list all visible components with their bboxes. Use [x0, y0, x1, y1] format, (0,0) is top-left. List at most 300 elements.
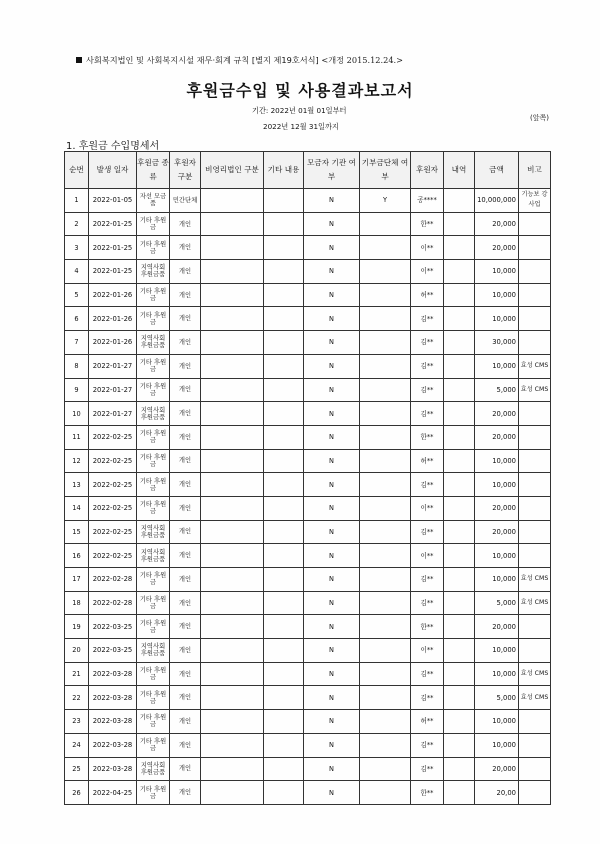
fundraising-agency-flag-cell: N — [304, 710, 360, 734]
donation-org-flag-cell — [360, 544, 411, 568]
period-end: 2022년 12월 31일까지 — [263, 122, 339, 131]
remark-cell: 효성 CMS — [519, 662, 551, 686]
table-row — [65, 710, 551, 734]
donor-category-cell: 개인 — [170, 354, 201, 378]
fundraising-agency-flag-cell: N — [304, 520, 360, 544]
occurrence-date-cell: 2022-01-25 — [89, 236, 137, 260]
remark-cell — [519, 710, 551, 734]
amount-cell: 5,000 — [475, 378, 519, 402]
remark-cell: 효성 CMS — [519, 568, 551, 592]
remark-cell — [519, 402, 551, 426]
table-row — [65, 662, 551, 686]
occurrence-date-cell: 2022-03-28 — [89, 757, 137, 781]
amount-cell: 10,000 — [475, 260, 519, 284]
donation-type-cell: 기타 후원금 — [137, 781, 170, 805]
detail-cell — [444, 520, 475, 544]
table-row — [65, 520, 551, 544]
nonprofit-category-cell — [201, 425, 264, 449]
column-header: 후원자 구분 — [170, 152, 201, 189]
etc-content-cell — [264, 544, 304, 568]
donation-org-flag-cell — [360, 236, 411, 260]
fundraising-agency-flag-cell: N — [304, 733, 360, 757]
table-row — [65, 283, 551, 307]
nonprofit-category-cell — [201, 449, 264, 473]
occurrence-date-cell: 2022-02-25 — [89, 473, 137, 497]
donor-category-cell: 개인 — [170, 686, 201, 710]
row-number-cell: 5 — [65, 283, 89, 307]
amount-cell: 10,000 — [475, 544, 519, 568]
amount-cell: 20,000 — [475, 402, 519, 426]
regulation-header — [76, 55, 403, 66]
detail-cell — [444, 757, 475, 781]
nonprofit-category-cell — [201, 639, 264, 663]
fundraising-agency-flag-cell: N — [304, 402, 360, 426]
amount-cell: 5,000 — [475, 686, 519, 710]
donation-type-cell: 기타 후원금 — [137, 425, 170, 449]
donor-name-cell: 김** — [411, 378, 444, 402]
amount-cell: 20,000 — [475, 496, 519, 520]
donor-name-cell: 한** — [411, 212, 444, 236]
donor-category-cell: 개인 — [170, 496, 201, 520]
row-number-cell: 16 — [65, 544, 89, 568]
donation-income-table — [64, 151, 551, 805]
detail-cell — [444, 662, 475, 686]
fundraising-agency-flag-cell: N — [304, 615, 360, 639]
remark-cell — [519, 615, 551, 639]
donation-type-cell: 기타 후원금 — [137, 662, 170, 686]
donor-name-cell: 김** — [411, 307, 444, 331]
table-row — [65, 212, 551, 236]
occurrence-date-cell: 2022-01-26 — [89, 331, 137, 355]
column-header: 비영리법인 구분 — [201, 152, 264, 189]
donation-type-cell: 기타 후원금 — [137, 686, 170, 710]
donation-org-flag-cell — [360, 449, 411, 473]
regulation-text: 사회복지법인 및 사회복지시설 재무·회계 규칙 [별지 제19호서식] — [86, 55, 319, 65]
donation-org-flag-cell — [360, 425, 411, 449]
donor-category-cell: 개인 — [170, 260, 201, 284]
row-number-cell: 2 — [65, 212, 89, 236]
remark-cell — [519, 307, 551, 331]
fundraising-agency-flag-cell: N — [304, 212, 360, 236]
occurrence-date-cell: 2022-04-25 — [89, 781, 137, 805]
occurrence-date-cell: 2022-01-25 — [89, 260, 137, 284]
remark-cell — [519, 331, 551, 355]
fundraising-agency-flag-cell: N — [304, 781, 360, 805]
remark-cell: 효성 CMS — [519, 686, 551, 710]
table-row — [65, 591, 551, 615]
detail-cell — [444, 591, 475, 615]
remark-cell — [519, 283, 551, 307]
donor-name-cell: 김** — [411, 354, 444, 378]
etc-content-cell — [264, 189, 304, 213]
donation-type-cell: 기타 후원금 — [137, 615, 170, 639]
detail-cell — [444, 496, 475, 520]
donation-org-flag-cell — [360, 402, 411, 426]
donation-type-cell: 자선 모금품 — [137, 189, 170, 213]
donor-category-cell: 개인 — [170, 568, 201, 592]
donation-org-flag-cell — [360, 639, 411, 663]
occurrence-date-cell: 2022-01-27 — [89, 354, 137, 378]
donation-org-flag-cell — [360, 568, 411, 592]
etc-content-cell — [264, 378, 304, 402]
donation-type-cell: 지역사회 후원금품 — [137, 757, 170, 781]
nonprofit-category-cell — [201, 615, 264, 639]
row-number-cell: 14 — [65, 496, 89, 520]
row-number-cell: 17 — [65, 568, 89, 592]
occurrence-date-cell: 2022-02-25 — [89, 520, 137, 544]
table-row — [65, 331, 551, 355]
fundraising-agency-flag-cell: N — [304, 568, 360, 592]
remark-cell: 기능보 강사업 — [519, 189, 551, 213]
column-header: 발생 일자 — [89, 152, 137, 189]
amount-cell: 10,000 — [475, 662, 519, 686]
donor-category-cell: 개인 — [170, 757, 201, 781]
donation-org-flag-cell — [360, 686, 411, 710]
donation-org-flag-cell — [360, 520, 411, 544]
etc-content-cell — [264, 236, 304, 260]
table-row — [65, 189, 551, 213]
donation-org-flag-cell — [360, 260, 411, 284]
remark-cell — [519, 781, 551, 805]
nonprofit-category-cell — [201, 331, 264, 355]
occurrence-date-cell: 2022-03-28 — [89, 686, 137, 710]
detail-cell — [444, 733, 475, 757]
donation-org-flag-cell — [360, 496, 411, 520]
table-row — [65, 733, 551, 757]
donor-category-cell: 개인 — [170, 520, 201, 544]
table-row — [65, 402, 551, 426]
row-number-cell: 26 — [65, 781, 89, 805]
table-row — [65, 544, 551, 568]
donation-type-cell: 기타 후원금 — [137, 733, 170, 757]
occurrence-date-cell: 2022-02-28 — [89, 568, 137, 592]
detail-cell — [444, 449, 475, 473]
donor-category-cell: 개인 — [170, 212, 201, 236]
donor-name-cell: 김** — [411, 520, 444, 544]
amount-cell: 20,00 — [475, 781, 519, 805]
etc-content-cell — [264, 733, 304, 757]
remark-cell — [519, 473, 551, 497]
row-number-cell: 4 — [65, 260, 89, 284]
column-header: 순번 — [65, 152, 89, 189]
amount-cell: 10,000 — [475, 283, 519, 307]
table-row — [65, 307, 551, 331]
donation-type-cell: 기타 후원금 — [137, 378, 170, 402]
fundraising-agency-flag-cell: N — [304, 449, 360, 473]
donor-name-cell: 이** — [411, 236, 444, 260]
detail-cell — [444, 331, 475, 355]
amount-cell: 10,000 — [475, 639, 519, 663]
donation-type-cell: 기타 후원금 — [137, 283, 170, 307]
donor-name-cell: 김** — [411, 733, 444, 757]
etc-content-cell — [264, 354, 304, 378]
nonprofit-category-cell — [201, 662, 264, 686]
table-row — [65, 615, 551, 639]
amount-cell: 20,000 — [475, 615, 519, 639]
donor-category-cell: 개인 — [170, 781, 201, 805]
donation-org-flag-cell — [360, 354, 411, 378]
row-number-cell: 25 — [65, 757, 89, 781]
section-title: 1. 후원금 수입명세서 — [66, 141, 160, 152]
etc-content-cell — [264, 449, 304, 473]
detail-cell — [444, 402, 475, 426]
fundraising-agency-flag-cell: N — [304, 686, 360, 710]
fundraising-agency-flag-cell: N — [304, 662, 360, 686]
nonprofit-category-cell — [201, 520, 264, 544]
fundraising-agency-flag-cell: N — [304, 591, 360, 615]
donation-org-flag-cell — [360, 733, 411, 757]
nonprofit-category-cell — [201, 212, 264, 236]
detail-cell — [444, 615, 475, 639]
detail-cell — [444, 307, 475, 331]
detail-cell — [444, 189, 475, 213]
column-header: 비고 — [519, 152, 551, 189]
etc-content-cell — [264, 212, 304, 236]
donor-category-cell: 개인 — [170, 331, 201, 355]
occurrence-date-cell: 2022-01-27 — [89, 402, 137, 426]
donor-name-cell: 이** — [411, 639, 444, 663]
donation-org-flag-cell — [360, 662, 411, 686]
table-row — [65, 781, 551, 805]
detail-cell — [444, 639, 475, 663]
detail-cell — [444, 378, 475, 402]
remark-cell — [519, 260, 551, 284]
table-row — [65, 260, 551, 284]
donor-category-cell: 개인 — [170, 449, 201, 473]
amount-cell: 10,000 — [475, 307, 519, 331]
donation-type-cell: 지역사회 후원금품 — [137, 402, 170, 426]
column-header: 금액 — [475, 152, 519, 189]
detail-cell — [444, 473, 475, 497]
etc-content-cell — [264, 520, 304, 544]
donor-category-cell: 개인 — [170, 283, 201, 307]
donation-org-flag-cell — [360, 781, 411, 805]
amount-cell: 10,000 — [475, 733, 519, 757]
donation-type-cell: 기타 후원금 — [137, 473, 170, 497]
occurrence-date-cell: 2022-01-05 — [89, 189, 137, 213]
fundraising-agency-flag-cell: N — [304, 189, 360, 213]
nonprofit-category-cell — [201, 236, 264, 260]
fundraising-agency-flag-cell: N — [304, 236, 360, 260]
etc-content-cell — [264, 639, 304, 663]
etc-content-cell — [264, 425, 304, 449]
fundraising-agency-flag-cell: N — [304, 283, 360, 307]
table-row — [65, 378, 551, 402]
detail-cell — [444, 425, 475, 449]
nonprofit-category-cell — [201, 591, 264, 615]
donation-type-cell: 기타 후원금 — [137, 307, 170, 331]
detail-cell — [444, 283, 475, 307]
detail-cell — [444, 781, 475, 805]
donor-category-cell: 개인 — [170, 710, 201, 734]
etc-content-cell — [264, 283, 304, 307]
donor-name-cell: 김** — [411, 473, 444, 497]
donation-type-cell: 지역사회 후원금품 — [137, 260, 170, 284]
donation-type-cell: 기타 후원금 — [137, 591, 170, 615]
occurrence-date-cell: 2022-03-28 — [89, 733, 137, 757]
column-header: 기부금단체 여부 — [360, 152, 411, 189]
amount-cell: 10,000 — [475, 354, 519, 378]
detail-cell — [444, 686, 475, 710]
table-row — [65, 496, 551, 520]
etc-content-cell — [264, 473, 304, 497]
etc-content-cell — [264, 615, 304, 639]
amount-cell: 20,000 — [475, 757, 519, 781]
column-header: 후원자 — [411, 152, 444, 189]
donor-category-cell: 개인 — [170, 236, 201, 260]
etc-content-cell — [264, 710, 304, 734]
detail-cell — [444, 236, 475, 260]
table-body — [65, 189, 551, 805]
donation-org-flag-cell — [360, 710, 411, 734]
column-header: 내역 — [444, 152, 475, 189]
nonprofit-category-cell — [201, 710, 264, 734]
remark-cell: 효성 CMS — [519, 378, 551, 402]
donor-name-cell: 이** — [411, 260, 444, 284]
detail-cell — [444, 544, 475, 568]
nonprofit-category-cell — [201, 757, 264, 781]
occurrence-date-cell: 2022-03-28 — [89, 662, 137, 686]
remark-cell: 효성 CMS — [519, 591, 551, 615]
remark-cell — [519, 425, 551, 449]
donation-type-cell: 기타 후원금 — [137, 212, 170, 236]
fundraising-agency-flag-cell: N — [304, 260, 360, 284]
row-number-cell: 8 — [65, 354, 89, 378]
donation-type-cell: 기타 후원금 — [137, 354, 170, 378]
row-number-cell: 20 — [65, 639, 89, 663]
nonprofit-category-cell — [201, 496, 264, 520]
donation-type-cell: 지역사회 후원금품 — [137, 544, 170, 568]
etc-content-cell — [264, 591, 304, 615]
nonprofit-category-cell — [201, 544, 264, 568]
row-number-cell: 18 — [65, 591, 89, 615]
donation-type-cell: 기타 후원금 — [137, 496, 170, 520]
donation-type-cell: 기타 후원금 — [137, 568, 170, 592]
donor-name-cell: 김** — [411, 591, 444, 615]
nonprofit-category-cell — [201, 378, 264, 402]
period-label: 기간: — [252, 106, 269, 115]
donor-category-cell: 개인 — [170, 733, 201, 757]
row-number-cell: 23 — [65, 710, 89, 734]
row-number-cell: 10 — [65, 402, 89, 426]
row-number-cell: 13 — [65, 473, 89, 497]
donation-org-flag-cell — [360, 212, 411, 236]
nonprofit-category-cell — [201, 189, 264, 213]
occurrence-date-cell: 2022-01-25 — [89, 212, 137, 236]
amount-cell: 5,000 — [475, 591, 519, 615]
nonprofit-category-cell — [201, 473, 264, 497]
row-number-cell: 24 — [65, 733, 89, 757]
donor-name-cell: 이** — [411, 544, 444, 568]
detail-cell — [444, 212, 475, 236]
row-number-cell: 9 — [65, 378, 89, 402]
fundraising-agency-flag-cell: N — [304, 378, 360, 402]
occurrence-date-cell: 2022-02-25 — [89, 496, 137, 520]
occurrence-date-cell: 2022-01-26 — [89, 283, 137, 307]
row-number-cell: 21 — [65, 662, 89, 686]
donation-org-flag-cell — [360, 757, 411, 781]
donor-name-cell: 허** — [411, 710, 444, 734]
donation-org-flag-cell: Y — [360, 189, 411, 213]
remark-cell — [519, 236, 551, 260]
row-number-cell: 6 — [65, 307, 89, 331]
fundraising-agency-flag-cell: N — [304, 331, 360, 355]
donor-category-cell: 개인 — [170, 615, 201, 639]
etc-content-cell — [264, 757, 304, 781]
donor-category-cell: 개인 — [170, 473, 201, 497]
remark-cell — [519, 212, 551, 236]
etc-content-cell — [264, 662, 304, 686]
donor-category-cell: 개인 — [170, 307, 201, 331]
donor-category-cell: 민간단체 — [170, 189, 201, 213]
amount-cell: 30,000 — [475, 331, 519, 355]
occurrence-date-cell: 2022-03-25 — [89, 615, 137, 639]
nonprofit-category-cell — [201, 568, 264, 592]
remark-cell: 효성 CMS — [519, 354, 551, 378]
remark-cell — [519, 449, 551, 473]
nonprofit-category-cell — [201, 307, 264, 331]
fundraising-agency-flag-cell: N — [304, 425, 360, 449]
donor-category-cell: 개인 — [170, 425, 201, 449]
remark-cell — [519, 544, 551, 568]
column-header: 모금자 기관 여부 — [304, 152, 360, 189]
detail-cell — [444, 260, 475, 284]
etc-content-cell — [264, 568, 304, 592]
row-number-cell: 19 — [65, 615, 89, 639]
nonprofit-category-cell — [201, 781, 264, 805]
row-number-cell: 22 — [65, 686, 89, 710]
donor-name-cell: 한** — [411, 425, 444, 449]
donor-name-cell: 김** — [411, 331, 444, 355]
nonprofit-category-cell — [201, 733, 264, 757]
nonprofit-category-cell — [201, 260, 264, 284]
donation-org-flag-cell — [360, 307, 411, 331]
nonprofit-category-cell — [201, 402, 264, 426]
remark-cell — [519, 757, 551, 781]
table-row — [65, 354, 551, 378]
amount-cell: 10,000,000 — [475, 189, 519, 213]
donor-name-cell: 공**** — [411, 189, 444, 213]
remark-cell — [519, 733, 551, 757]
donor-name-cell: 김** — [411, 568, 444, 592]
donor-name-cell: 한** — [411, 781, 444, 805]
fundraising-agency-flag-cell: N — [304, 496, 360, 520]
occurrence-date-cell: 2022-02-28 — [89, 591, 137, 615]
detail-cell — [444, 568, 475, 592]
donation-type-cell: 기타 후원금 — [137, 449, 170, 473]
fundraising-agency-flag-cell: N — [304, 354, 360, 378]
donation-org-flag-cell — [360, 283, 411, 307]
etc-content-cell — [264, 781, 304, 805]
fundraising-agency-flag-cell: N — [304, 639, 360, 663]
amount-cell: 10,000 — [475, 449, 519, 473]
donation-org-flag-cell — [360, 378, 411, 402]
document-title: 후원금수입 및 사용결과보고서 — [186, 81, 414, 100]
occurrence-date-cell: 2022-02-25 — [89, 425, 137, 449]
donor-name-cell: 김** — [411, 402, 444, 426]
occurrence-date-cell: 2022-03-28 — [89, 710, 137, 734]
row-number-cell: 15 — [65, 520, 89, 544]
table-row — [65, 568, 551, 592]
donation-type-cell: 지역사회 후원금품 — [137, 520, 170, 544]
period-start: 2022년 01월 01일부터 — [270, 106, 347, 115]
table-row — [65, 639, 551, 663]
remark-cell — [519, 639, 551, 663]
table-row — [65, 473, 551, 497]
table-header-row — [65, 152, 551, 189]
donor-name-cell: 김** — [411, 662, 444, 686]
remark-cell — [519, 496, 551, 520]
